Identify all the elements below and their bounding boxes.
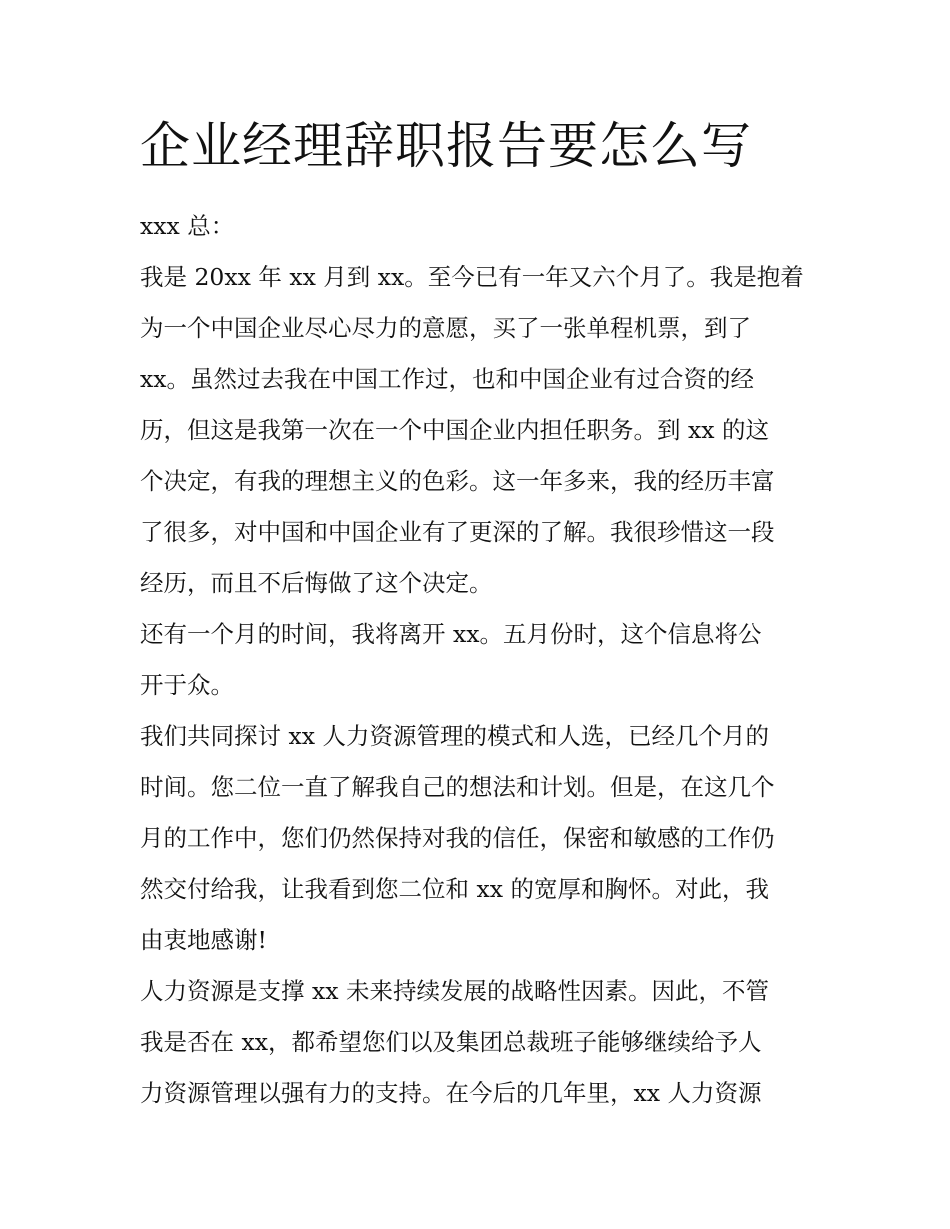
body-line: 历，但这是我第一次在一个中国企业内担任职务。到 xx 的这 bbox=[140, 416, 769, 444]
salutation-line: xxx 总： bbox=[140, 212, 235, 240]
body-line: 我是 20xx 年 xx 月到 xx。至今已有一年又六个月了。我是抱着 bbox=[140, 263, 804, 291]
body-line: 还有一个月的时间，我将离开 xx。五月份时，这个信息将公 bbox=[140, 620, 762, 648]
body-line: 经历，而且不后悔做了这个决定。 bbox=[140, 569, 493, 597]
body-line: 为一个中国企业尽心尽力的意愿，买了一张单程机票，到了 bbox=[140, 314, 751, 342]
body-line: 我是否在 xx，都希望您们以及集团总裁班子能够继续给予人 bbox=[140, 1028, 762, 1056]
body-line: 然交付给我，让我看到您二位和 xx 的宽厚和胸怀。对此，我 bbox=[140, 875, 769, 903]
body-line: 了很多，对中国和中国企业有了更深的了解。我很珍惜这一段 bbox=[140, 518, 775, 546]
body-line: 人力资源是支撑 xx 未来持续发展的战略性因素。因此，不管 bbox=[140, 977, 769, 1005]
body-line: 力资源管理以强有力的支持。在今后的几年里，xx 人力资源 bbox=[140, 1079, 762, 1107]
body-line: xx。虽然过去我在中国工作过，也和中国企业有过合资的经 bbox=[140, 365, 755, 393]
body-line: 时间。您二位一直了解我自己的想法和计划。但是，在这几个 bbox=[140, 773, 775, 801]
body-line: 由衷地感谢! bbox=[140, 926, 267, 954]
body-line: 我们共同探讨 xx 人力资源管理的模式和人选，已经几个月的 bbox=[140, 722, 769, 750]
document-title: 企业经理辞职报告要怎么写 bbox=[140, 117, 752, 175]
body-line: 开于众。 bbox=[140, 671, 234, 699]
body-line: 月的工作中，您们仍然保持对我的信任，保密和敏感的工作仍 bbox=[140, 824, 775, 852]
body-line: 个决定，有我的理想主义的色彩。这一年多来，我的经历丰富 bbox=[140, 467, 775, 495]
document-body bbox=[140, 201, 820, 1119]
